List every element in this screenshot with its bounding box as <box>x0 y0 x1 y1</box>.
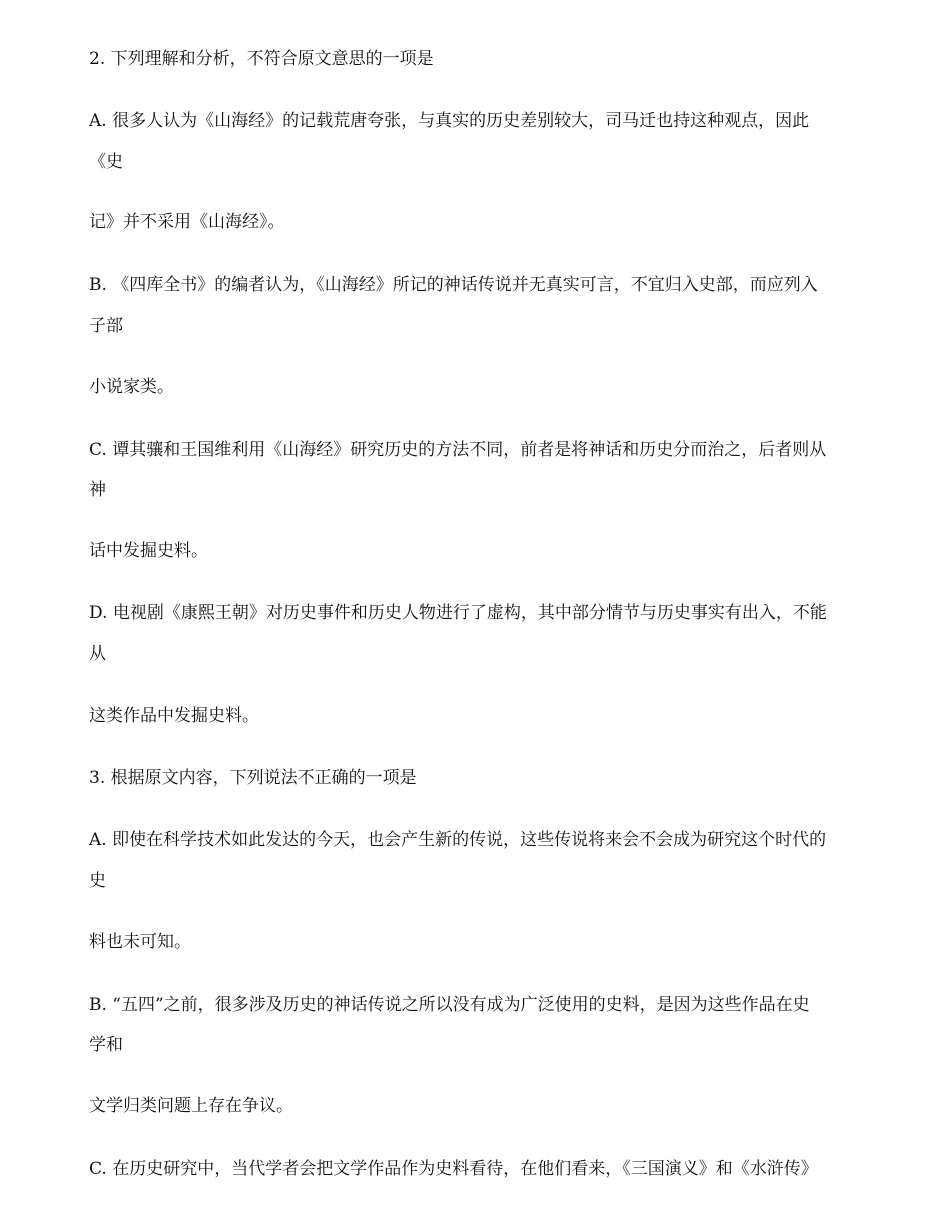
question-2-stem: 2. 下列理解和分析，不符合原文意思的一项是 <box>89 49 434 69</box>
question-3-option-a-line-2: 史 <box>89 871 106 891</box>
question-3-option-b-line-2: 学和 <box>89 1035 123 1055</box>
question-3-option-b-line-1: B. “五四”之前，很多涉及历史的神话传说之所以没有成为广泛使用的史料，是因为这些作品在史 <box>89 995 810 1015</box>
question-2-option-b-line-1: B. 《四库全书》的编者认为，《山海经》所记的神话传说并无真实可言，不宜归入史部，而应列入 <box>89 275 818 295</box>
question-2-option-d-line-2: 从 <box>89 644 106 664</box>
question-2-option-b-line-3: 小说家类。 <box>89 377 174 397</box>
question-2-option-a-line-1: A. 很多人认为《山海经》的记载荒唐夸张，与真实的历史差别较大，司马迁也持这种观点，因此 <box>89 111 810 131</box>
question-3-option-a-line-3: 料也未可知。 <box>89 932 191 952</box>
question-3-option-c-line-1: C. 在历史研究中，当代学者会把文学作品作为史料看待，在他们看来，《三国演义》和《水浒传》 <box>89 1159 818 1179</box>
question-2-option-c-line-2: 神 <box>89 480 106 500</box>
question-2-option-b-line-2: 子部 <box>89 316 123 336</box>
question-3-stem: 3. 根据原文内容，下列说法不正确的一项是 <box>89 768 417 788</box>
question-2-option-a-line-3: 记》并不采用《山海经》。 <box>89 212 285 232</box>
question-2-option-a-line-2: 《史 <box>89 152 123 172</box>
question-2-option-d-line-3: 这类作品中发掘史料。 <box>89 706 259 726</box>
question-2-option-c-line-1: C. 谭其骧和王国维利用《山海经》研究历史的方法不同，前者是将神话和历史分而治之，后者则从 <box>89 440 827 460</box>
question-2-option-d-line-1: D. 电视剧《康熙王朝》对历史事件和历史人物进行了虚构，其中部分情节与历史事实有出入，不能 <box>89 603 827 623</box>
question-2-option-c-line-3: 话中发掘史料。 <box>89 541 208 561</box>
question-3-option-b-line-3: 文学归类问题上存在争议。 <box>89 1096 293 1116</box>
question-3-option-a-line-1: A. 即使在科学技术如此发达的今天，也会产生新的传说，这些传说将来会不会成为研究这个时代的 <box>89 830 827 850</box>
